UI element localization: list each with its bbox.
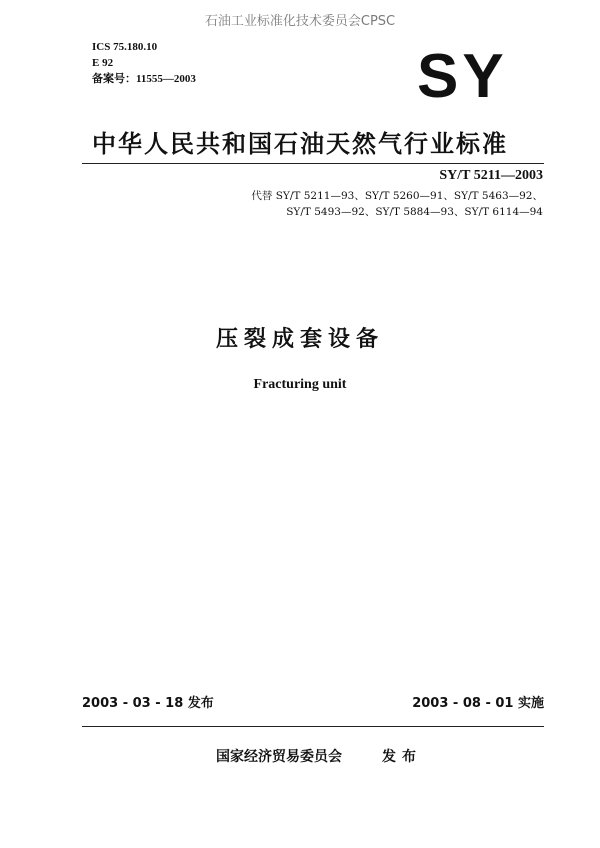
ics-code: ICS 75.180.10	[92, 41, 158, 53]
classification-code: E 92	[92, 57, 114, 69]
sy-logo: SY	[417, 42, 508, 111]
document-subtitle-en: Fracturing unit	[253, 377, 347, 392]
top-divider	[82, 163, 544, 164]
bottom-divider	[82, 726, 544, 727]
replaces-line-1: 代替 SY/T 5211—93、SY/T 5260—91、SY/T 5463—92、	[251, 190, 543, 202]
standard-number: SY/T 5211—2003	[439, 168, 543, 183]
watermark-text: 石油工业标准化技术委员会CPSC	[204, 14, 396, 29]
standard-title: 中华人民共和国石油天然气行业标准	[92, 130, 508, 158]
issue-label: 发布	[382, 749, 422, 765]
issuer-name: 国家经济贸易委员会	[216, 749, 342, 765]
effective-date: 2003 - 08 - 01 实施	[412, 696, 544, 711]
filing-number: 备案号：11555—2003	[92, 73, 196, 85]
issue-date: 2003 - 03 - 18 发布	[82, 696, 214, 711]
document-title: 压裂成套设备	[215, 327, 384, 352]
replaces-line-2: SY/T 5493—92、SY/T 5884—93、SY/T 6114—94	[286, 206, 543, 218]
